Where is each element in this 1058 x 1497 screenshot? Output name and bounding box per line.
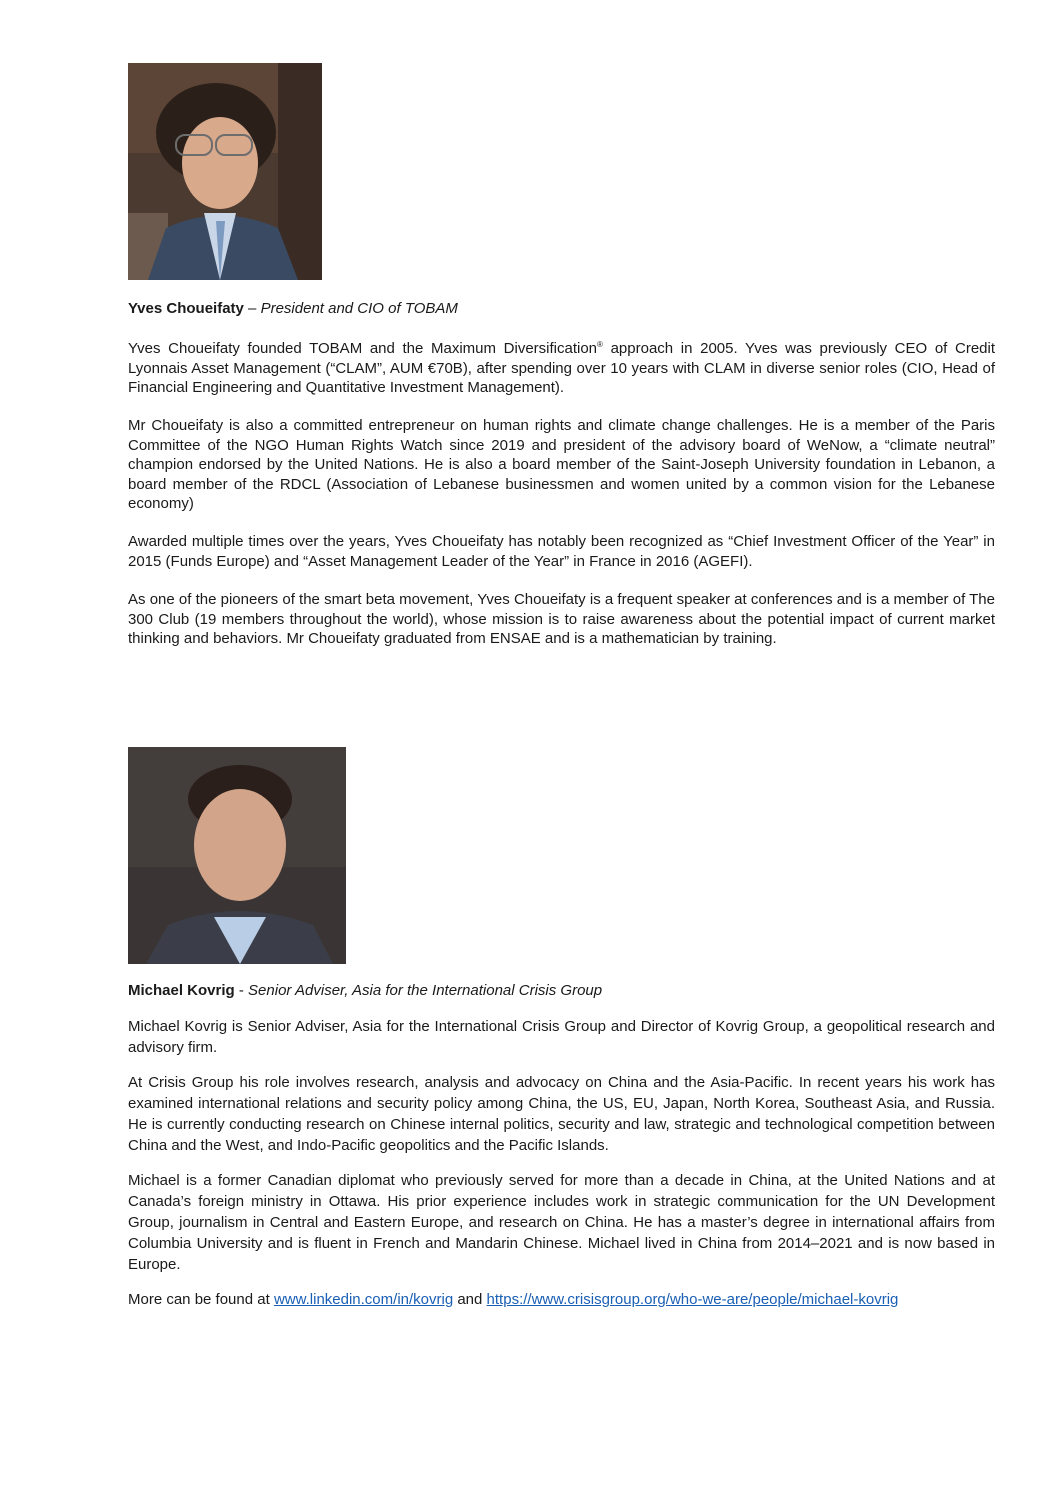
more-info-conjunction: and <box>453 1291 487 1308</box>
registered-mark: ® <box>597 340 603 349</box>
person-name: Yves Choueifaty <box>128 300 244 317</box>
bio-text: Yves Choueifaty founded TOBAM and the Maximum Diversification <box>128 340 598 357</box>
bio-text: As one of the pioneers of the smart beta movement, Yves Choueifaty is a frequent speaker at conferences and is a member of The 300 Club (19 members throughout the world), whose mission is to raise awareness about the potential impact of current market thinking and behaviors. Mr Choueifaty graduated from ENSAE and is a mathematician by training. <box>128 591 995 648</box>
michael-bio-paragraph-1 <box>128 1016 995 1058</box>
yves-bio-paragraph-2 <box>128 416 995 514</box>
more-info-prefix: More can be found at <box>128 1291 274 1308</box>
yves-bio-paragraph-4 <box>128 590 995 649</box>
bio-text: Michael is a former Canadian diplomat who previously served for more than a decade in China, at the United Nations and at Canada’s foreign ministry in Ottawa. His prior experience includes work in strategic communication for the UN Development Group, journalism in Central and Eastern Europe, and research on China. He has a master’s degree in international affairs from Columbia University and is fluent in French and Mandarin Chinese. Michael lived in China from 2014–2021 and is now based in Europe. <box>128 1172 995 1273</box>
michael-bio-paragraph-2 <box>128 1072 995 1156</box>
bio-text: Awarded multiple times over the years, Yves Choueifaty has notably been recognized as “Chief Investment Officer of the Year” in 2015 (Funds Europe) and “Asset Management Leader of the Year” in France in 2016 (AGEFI). <box>128 533 995 570</box>
crisisgroup-link[interactable]: https://www.crisisgroup.org/who-we-are/people/michael-kovrig <box>486 1291 899 1308</box>
more-info-line <box>128 1289 995 1310</box>
yves-bio-paragraph-1 <box>128 339 995 398</box>
bio-text: approach in 2005. Yves was previously CEO of Credit Lyonnais Asset Management (“CLAM”, AUM €70B), after spending over 10 years with CLAM in diverse senior roles (CIO, Head of Financial Engineering and Quantitative Investment Management). <box>128 340 995 397</box>
heading-separator: - <box>234 982 249 999</box>
bio-text: At Crisis Group his role involves research, analysis and advocacy on China and the Asia-Pacific. In recent years his work has examined international relations and security policy among China, the US, EU, Japan, North Korea, Southeast Asia, and Russia. He is currently conducting research on Chinese internal politics, security and law, strategic and technological competition between China and the West, and Indo-Pacific geopolitics and the Pacific Islands. <box>128 1074 995 1154</box>
person-heading <box>128 299 995 319</box>
person-heading <box>128 981 995 1001</box>
michael-bio-paragraph-3 <box>128 1170 995 1275</box>
michael-kovrig-section <box>128 981 995 1001</box>
linkedin-link[interactable]: www.linkedin.com/in/kovrig <box>273 1291 454 1308</box>
heading-separator: – <box>243 300 261 317</box>
person-role: President and CIO of TOBAM <box>260 300 458 317</box>
yves-choueifaty-section <box>128 299 995 319</box>
bio-text: Michael Kovrig is Senior Adviser, Asia for the International Crisis Group and Director of Kovrig Group, a geopolitical research and advisory firm. <box>128 1018 995 1056</box>
person-role: Senior Adviser, Asia for the International Crisis Group <box>248 982 603 999</box>
yves-bio-paragraph-3 <box>128 532 995 571</box>
yves-choueifaty-photo <box>128 63 322 280</box>
michael-kovrig-photo <box>128 747 346 964</box>
bio-text: Mr Choueifaty is also a committed entrepreneur on human rights and climate change challenges. He is a member of the Paris Committee of the NGO Human Rights Watch since 2019 and president of the advisory board of WeNow, a “climate neutral” champion endorsed by the United Nations. He is also a board member of the Saint-Joseph University foundation in Lebanon, a board member of the RDCL (Association of Lebanese businessmen and women united by a common vision for the Lebanese economy) <box>128 417 995 513</box>
person-name: Michael Kovrig <box>128 982 235 999</box>
